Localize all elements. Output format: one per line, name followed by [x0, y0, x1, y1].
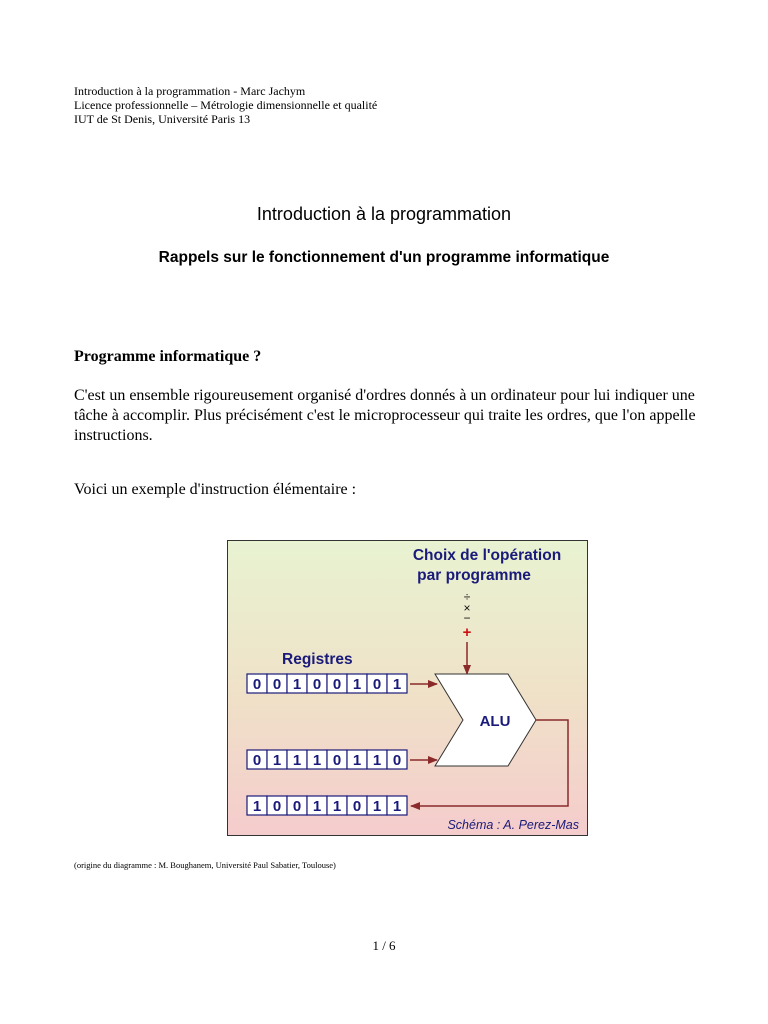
bit-value: 0	[292, 798, 302, 815]
registers-label: Registres	[282, 651, 353, 668]
bit-value: 0	[372, 676, 382, 693]
bit-value: 0	[312, 676, 322, 693]
example-intro: Voici un exemple d'instruction élémentaire :	[74, 481, 357, 498]
register-2	[247, 750, 407, 769]
bit-value: 1	[332, 798, 342, 815]
register-1	[247, 674, 407, 693]
bit-value: 0	[352, 798, 362, 815]
bit-value: 0	[272, 798, 282, 815]
bit-value: 1	[252, 798, 262, 815]
bit-value: 1	[312, 752, 322, 769]
bit-value: 0	[332, 676, 342, 693]
header-line-1: Introduction à la programmation - Marc Jachym	[74, 84, 306, 98]
section-heading: Programme informatique ?	[74, 348, 262, 365]
header-line-2: Licence professionnelle – Métrologie dimensionnelle et qualité	[74, 98, 378, 112]
bit-value: 1	[292, 676, 302, 693]
bit-value: 1	[292, 752, 302, 769]
bit-value: 0	[332, 752, 342, 769]
bit-value: 1	[372, 798, 382, 815]
bit-value: 1	[372, 752, 382, 769]
header-line-3: IUT de St Denis, Université Paris 13	[74, 112, 251, 126]
bit-value: 1	[352, 676, 362, 693]
alu-diagram	[227, 540, 588, 836]
bit-value: 1	[392, 798, 402, 815]
document-subtitle: Rappels sur le fonctionnement d'un programme informatique	[158, 249, 610, 266]
diagram-credit: Schéma : A. Perez-Mas	[447, 818, 579, 832]
plus-symbol: +	[462, 624, 472, 641]
bit-value: 1	[272, 752, 282, 769]
bit-value: 0	[392, 752, 402, 769]
minus-symbol: −	[463, 611, 471, 625]
bit-value: 0	[252, 752, 262, 769]
document-title: Introduction à la programmation	[256, 204, 512, 224]
multiply-symbol: ×	[463, 601, 471, 615]
choice-label-line-2: par programme	[417, 567, 531, 584]
bit-value: 1	[312, 798, 322, 815]
body-paragraph: C'est un ensemble rigoureusement organisé d'ordres donnés à un ordinateur pour lui indiquer une tâche à accomplir. Plus précisément c'est le microprocesseur qui traite les ordres, que l'on appelle instructions.	[74, 387, 696, 444]
divide-symbol: ÷	[463, 590, 471, 604]
alu-label: ALU	[479, 713, 511, 730]
diagram-caption: (origine du diagramme : M. Boughanem, Université Paul Sabatier, Toulouse)	[74, 860, 336, 870]
choice-label-line-1: Choix de l'opération	[412, 547, 562, 564]
bit-value: 0	[252, 676, 262, 693]
bit-value: 1	[352, 752, 362, 769]
bit-value: 1	[392, 676, 402, 693]
page-number: 1 / 6	[372, 938, 396, 953]
bit-value: 0	[272, 676, 282, 693]
page-header	[74, 84, 377, 126]
result-register	[247, 796, 407, 815]
